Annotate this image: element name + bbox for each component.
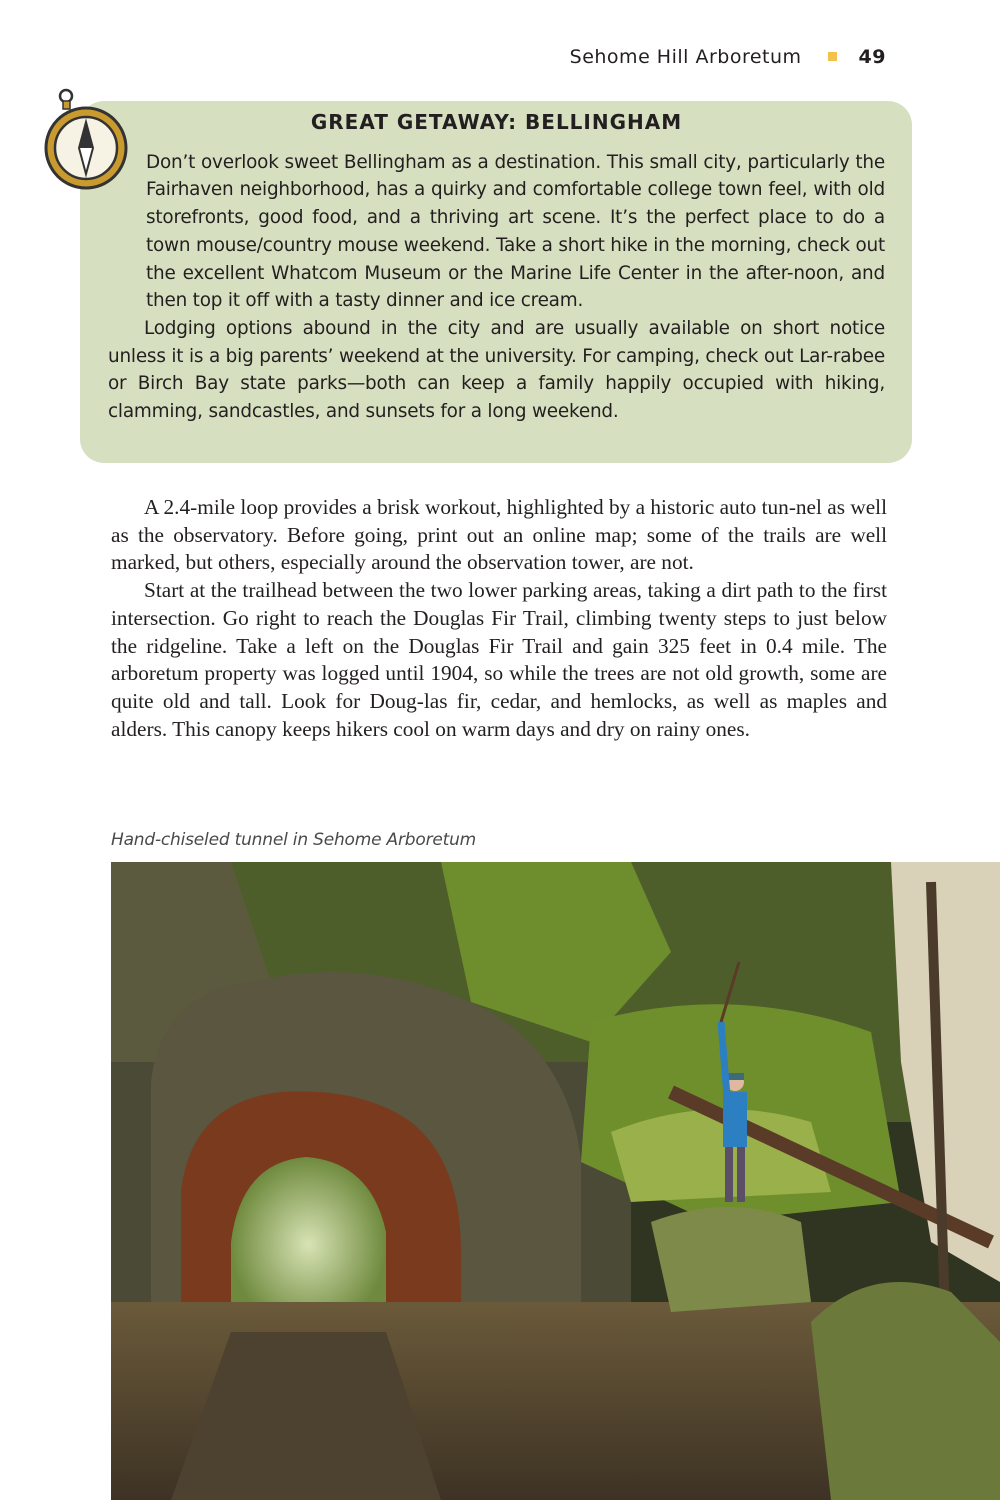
sidebar-paragraph-2: Lodging options abound in the city and are usually available on short notice unless it is a big parents’ weekend at the university. For camping, check out Lar-rabee or Birch Bay state parks—both can keep a family happily occupied with hiking, clamming, sandcastles, and sunsets for a long weekend. (108, 317, 885, 423)
tunnel-photo (111, 862, 1000, 1500)
sidebar-title: GREAT GETAWAY: BELLINGHAM (310, 110, 683, 134)
separator-square (828, 52, 837, 61)
body-paragraph-1: A 2.4-mile loop provides a brisk workout, highlighted by a historic auto tun-nel as well as the observatory. Before going, print out an online map; some of the trails are well marked, but others, especially around the observation tower, are not. (111, 495, 887, 575)
body-paragraph-2: Start at the trailhead between the two lower parking areas, taking a dirt path to the first intersection. Go right to reach the Douglas Fir Trail, climbing twenty steps to just below the ridgeline. Take a left on the Douglas Fir Trail and gain 325 feet in 0.4 mile. The arboretum property was logged until 1904, so while the trees are not old growth, some are quite old and tall. Look for Doug-las fir, cedar, and hemlocks, as well as maples and alders. This canopy keeps hikers cool on warm days and dry on rainy ones. (111, 578, 887, 741)
section-title: Sehome Hill Arboretum (569, 46, 802, 68)
compass-icon (42, 86, 134, 194)
sidebar-paragraph-1: Don’t overlook sweet Bellingham as a destination. This small city, particularly the Fairhaven neighborhood, has a quirky and comfortable college town feel, with old storefronts, good food, and a thriving art scene. It’s the perfect place to do a town mouse/country mouse weekend. Take a short hike in the morning, check out the excellent Whatcom Museum or the Marine Life Center in the after-noon, and then top it off with a tasty dinner and ice cream. (146, 151, 885, 312)
photo-caption: Hand-chiseled tunnel in Sehome Arboretum (111, 830, 477, 850)
body-text (111, 494, 887, 743)
page-number: 49 (858, 46, 886, 68)
running-head (0, 46, 886, 68)
getaway-sidebar (80, 101, 912, 463)
tunnel-photo-illustration (111, 862, 1000, 1500)
